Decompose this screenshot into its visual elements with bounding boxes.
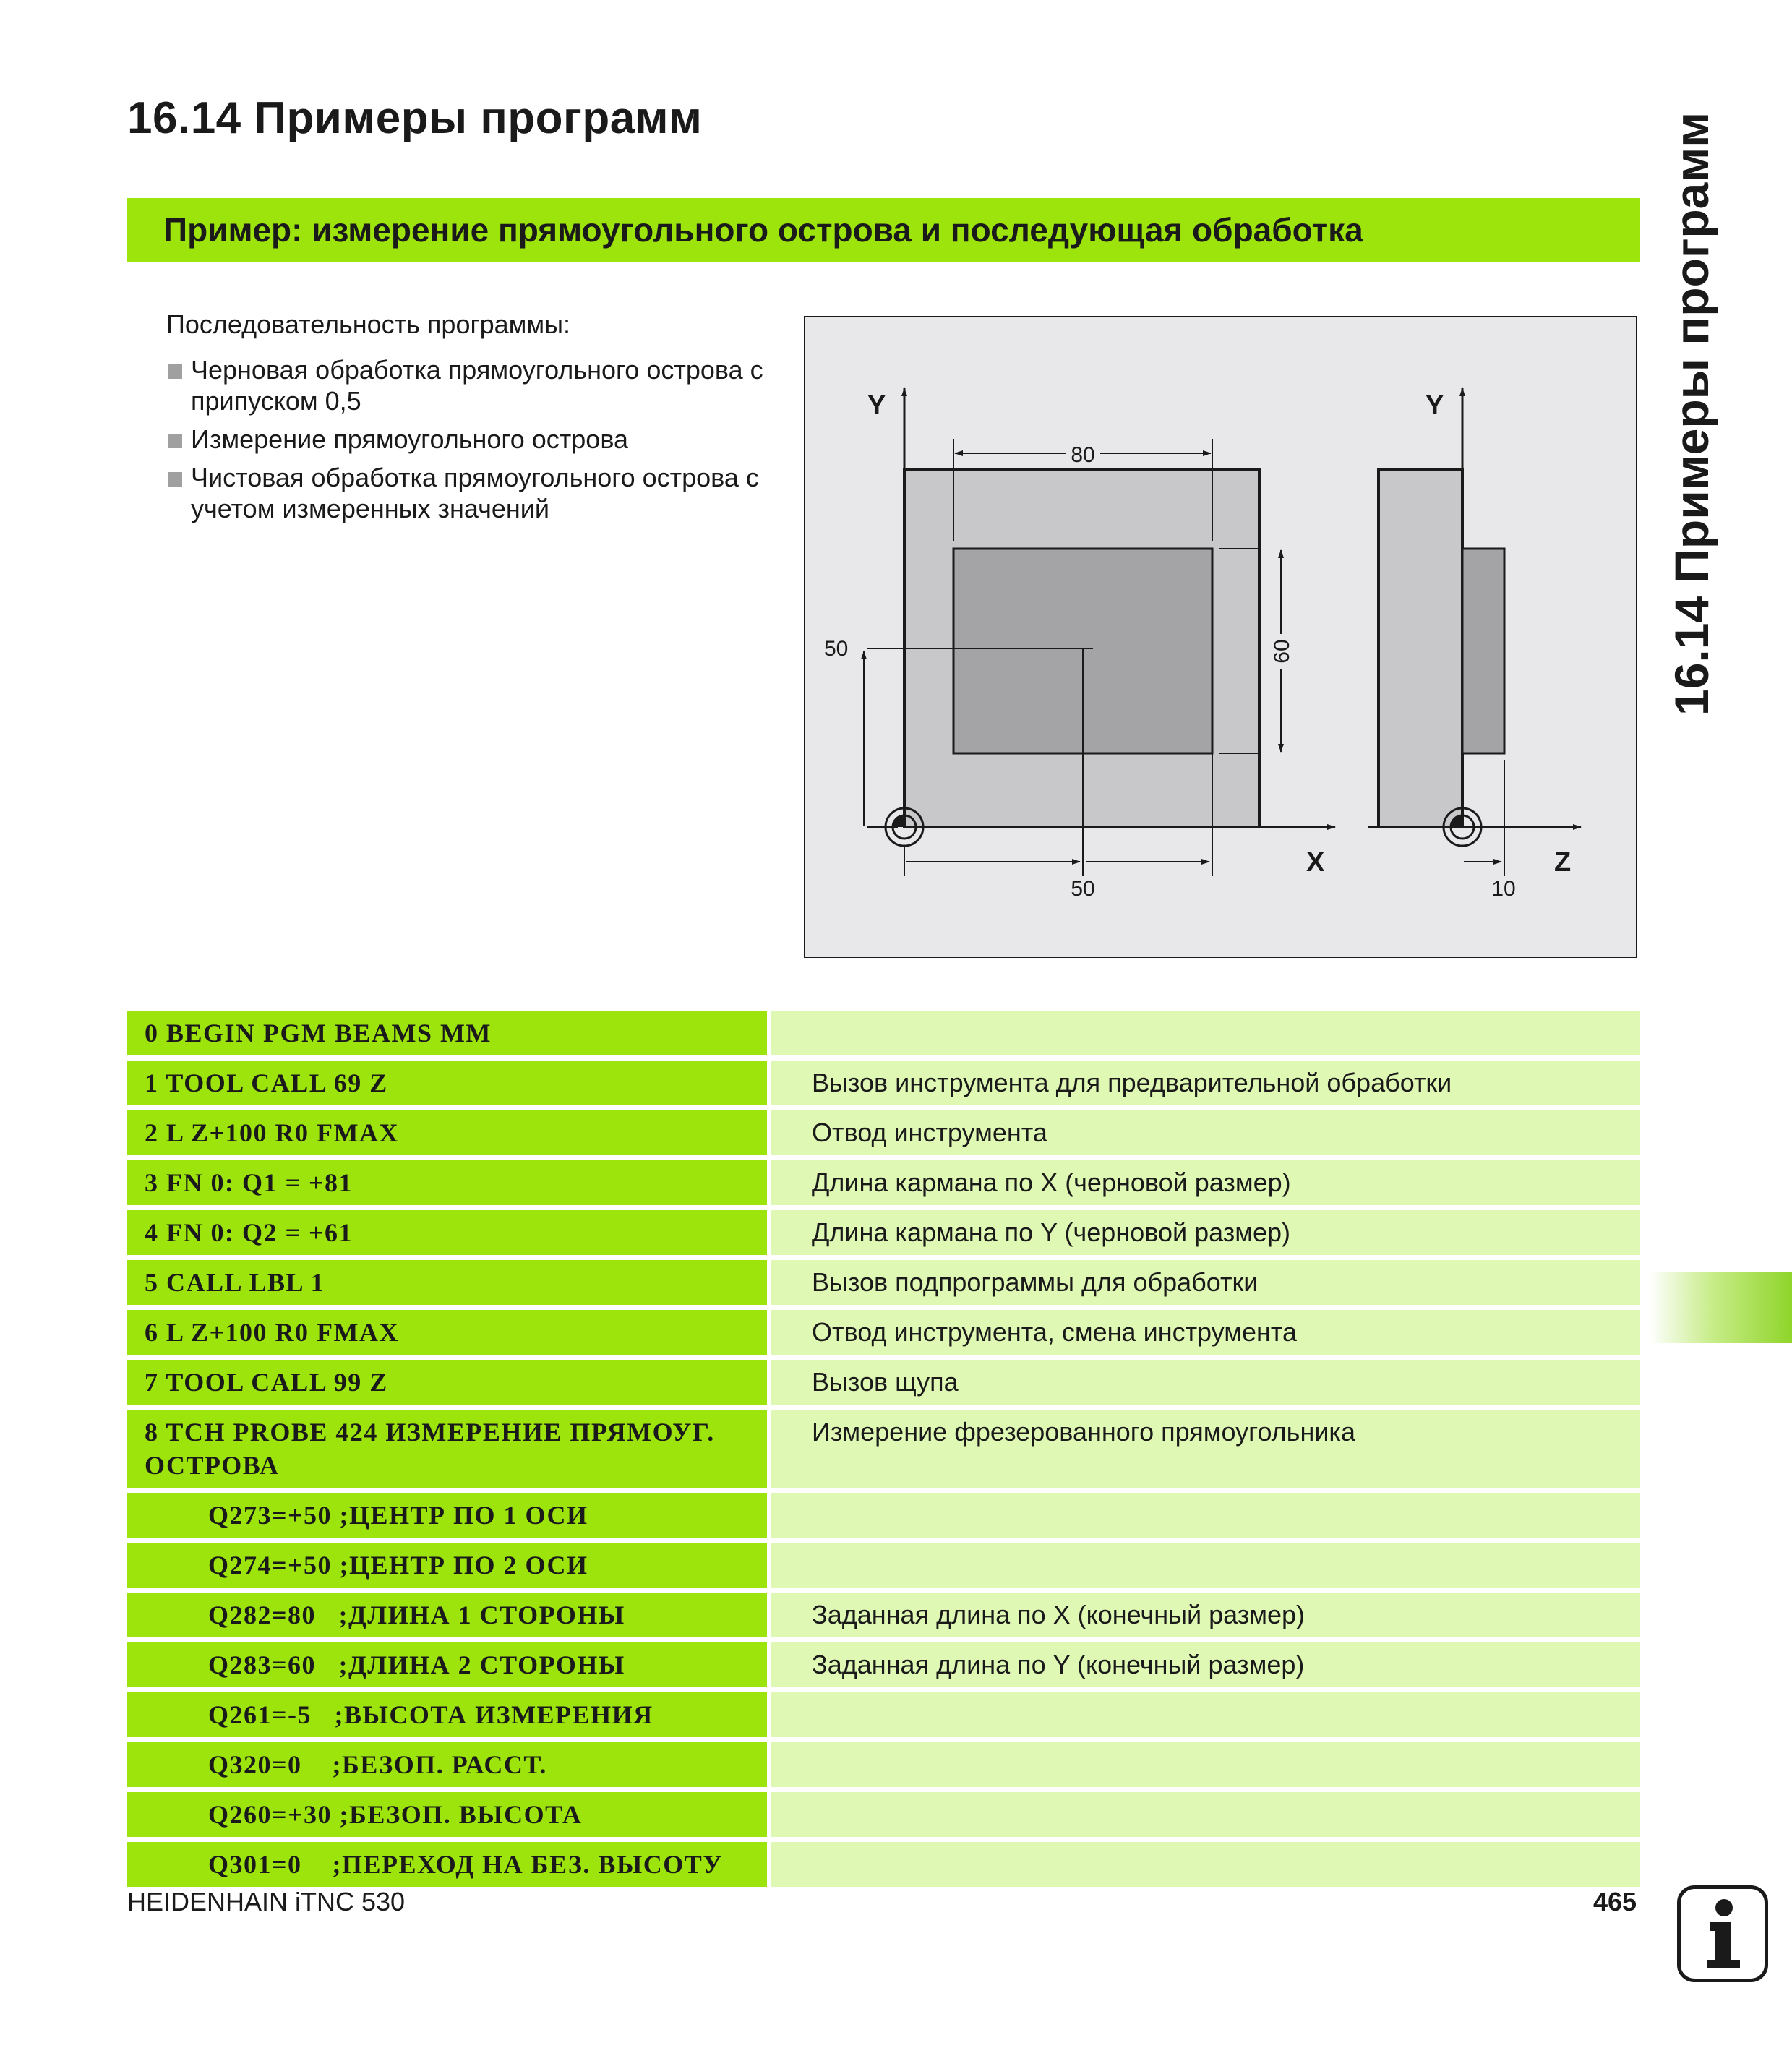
program-comment: Вызов щупа	[771, 1360, 1640, 1405]
table-row	[127, 1593, 1640, 1637]
footer-product: HEIDENHAIN iTNC 530	[127, 1887, 406, 1916]
program-code: 4 FN 0: Q2 = +61	[127, 1210, 767, 1255]
square-bullet-icon	[168, 434, 182, 448]
table-row	[127, 1792, 1640, 1837]
program-code: Q273=+50 ;ЦЕНТР ПО 1 ОСИ	[127, 1493, 767, 1538]
section-title: Пример: измерение прямоугольного острова и последующая обработка	[163, 211, 1363, 249]
program-code: Q301=0 ;ПЕРЕХОД НА БЕЗ. ВЫСОТУ	[127, 1842, 767, 1887]
list-item: Измерение прямоугольного острова	[168, 424, 775, 455]
program-code: Q274=+50 ;ЦЕНТР ПО 2 ОСИ	[127, 1543, 767, 1588]
table-row	[127, 1310, 1640, 1355]
program-code: 2 L Z+100 R0 FMAX	[127, 1110, 767, 1155]
list-item: Чистовая обработка прямоугольного острова с учетом измеренных значений	[168, 462, 775, 524]
section-header	[127, 198, 1640, 262]
sequence-title: Последовательность программы:	[166, 309, 571, 339]
page-title: 16.14 Примеры программ	[127, 93, 703, 143]
table-row	[127, 1360, 1640, 1405]
list-item: Черновая обработка прямоугольного острова с припуском 0,5	[168, 354, 775, 416]
program-comment	[771, 1692, 1640, 1737]
program-code: 7 TOOL CALL 99 Z	[127, 1360, 767, 1405]
program-comment	[771, 1543, 1640, 1588]
program-comment: Длина кармана по Y (черновой размер)	[771, 1210, 1640, 1255]
table-row	[127, 1543, 1640, 1588]
table-row	[127, 1642, 1640, 1687]
table-row	[127, 1260, 1640, 1305]
page-number: 465	[1593, 1887, 1637, 1916]
program-comment: Вызов подпрограммы для обработки	[771, 1260, 1640, 1305]
program-comment	[771, 1792, 1640, 1837]
table-row	[127, 1210, 1640, 1255]
table-row	[127, 1011, 1640, 1055]
program-comment: Отвод инструмента	[771, 1110, 1640, 1155]
square-bullet-icon	[168, 364, 182, 379]
program-table	[127, 1011, 1640, 1892]
program-comment	[771, 1493, 1640, 1538]
program-comment: Длина кармана по X (черновой размер)	[771, 1160, 1640, 1205]
chapter-tab[interactable]	[1650, 1272, 1792, 1343]
info-icon[interactable]	[1677, 1885, 1768, 1982]
x-axis-label: X	[1306, 847, 1325, 878]
table-row	[127, 1692, 1640, 1737]
square-bullet-icon	[168, 472, 182, 487]
y-axis-label-side: Y	[1426, 390, 1444, 421]
dim-10-label: 10	[1491, 877, 1516, 901]
program-code: 6 L Z+100 R0 FMAX	[127, 1310, 767, 1355]
program-comment	[771, 1842, 1640, 1887]
program-comment	[771, 1011, 1640, 1055]
program-comment: Вызов инструмента для предварительной обработки	[771, 1061, 1640, 1105]
side-chapter-title: 16.14 Примеры программ	[1665, 111, 1718, 716]
program-code: 8 TCH PROBE 424 ИЗМЕРЕНИЕ ПРЯМОУГ. ОСТРОВА	[127, 1410, 767, 1488]
program-comment: Измерение фрезерованного прямоугольника	[771, 1410, 1640, 1488]
dim-60-label: 60	[1270, 639, 1294, 664]
program-code: 1 TOOL CALL 69 Z	[127, 1061, 767, 1105]
program-code: Q261=-5 ;ВЫСОТА ИЗМЕРЕНИЯ	[127, 1692, 767, 1737]
program-comment: Заданная длина по X (конечный размер)	[771, 1593, 1640, 1637]
table-row	[127, 1160, 1640, 1205]
table-row	[127, 1061, 1640, 1105]
table-row	[127, 1410, 1640, 1488]
workpiece-side	[1379, 470, 1462, 827]
table-row	[127, 1493, 1640, 1538]
program-comment: Отвод инструмента, смена инструмента	[771, 1310, 1640, 1355]
program-code: 3 FN 0: Q1 = +81	[127, 1160, 767, 1205]
dim-80-label: 80	[1071, 443, 1095, 467]
program-code: Q282=80 ;ДЛИНА 1 СТОРОНЫ	[127, 1593, 767, 1637]
y-axis-label-front: Y	[867, 390, 886, 421]
dim-50-left-label: 50	[824, 637, 849, 661]
program-comment: Заданная длина по Y (конечный размер)	[771, 1642, 1640, 1687]
island-side	[1462, 549, 1504, 753]
program-code: Q320=0 ;БЕЗОП. РАССТ.	[127, 1742, 767, 1787]
program-code: Q260=+30 ;БЕЗОП. ВЫСОТА	[127, 1792, 767, 1837]
program-comment	[771, 1742, 1640, 1787]
z-axis-label: Z	[1554, 847, 1572, 878]
table-row	[127, 1842, 1640, 1887]
program-code: 0 BEGIN PGM BEAMS MM	[127, 1011, 767, 1055]
sequence-list	[168, 354, 775, 531]
technical-drawing	[804, 316, 1637, 958]
dim-50-bottom-label: 50	[1071, 877, 1095, 901]
program-code: Q283=60 ;ДЛИНА 2 СТОРОНЫ	[127, 1642, 767, 1687]
table-row	[127, 1742, 1640, 1787]
table-row	[127, 1110, 1640, 1155]
program-code: 5 CALL LBL 1	[127, 1260, 767, 1305]
